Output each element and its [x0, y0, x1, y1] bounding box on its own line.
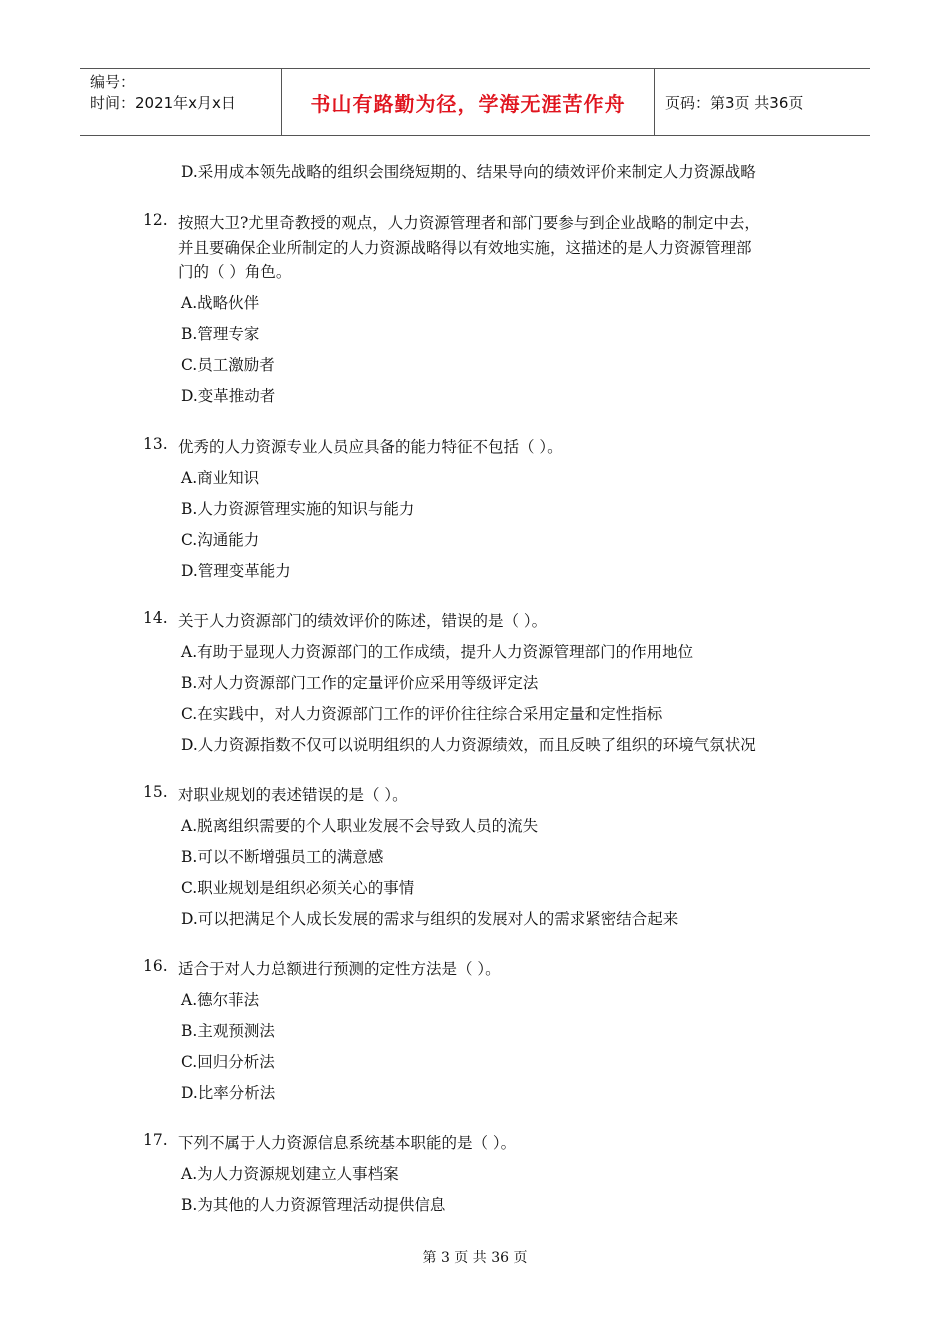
- time-label: 时间：2021年x月x日: [90, 94, 236, 112]
- question-number: 16.: [143, 957, 168, 975]
- question-stem: 关于人力资源部门的绩效评价的陈述，错误的是（ ）。: [178, 612, 548, 630]
- answer-option: B.人力资源管理实施的知识与能力: [181, 500, 415, 518]
- page-footer: [0, 1247, 950, 1267]
- answer-option: A.战略伙伴: [181, 294, 260, 312]
- question-stem: 适合于对人力总额进行预测的定性方法是（ ）。: [178, 960, 501, 978]
- answer-option: B.为其他的人力资源管理活动提供信息: [181, 1196, 446, 1214]
- answer-option: A.有助于显现人力资源部门的工作成绩，提升人力资源管理部门的作用地位: [181, 643, 694, 661]
- answer-option: A.德尔菲法: [181, 991, 260, 1009]
- answer-option: D.可以把满足个人成长发展的需求与组织的发展对人的需求紧密结合起来: [181, 910, 679, 928]
- answer-option: A.商业知识: [181, 469, 260, 487]
- question-number: 14.: [143, 609, 168, 627]
- answer-option: B.管理专家: [181, 325, 260, 343]
- answer-option: B.可以不断增强员工的满意感: [181, 848, 384, 866]
- answer-option: B.主观预测法: [181, 1022, 275, 1040]
- page-header: [80, 68, 870, 136]
- page-info-text: 页码：第3页 共36页: [665, 93, 804, 112]
- footer-text: 第 3 页 共 36 页: [422, 1250, 528, 1266]
- answer-option: A.脱离组织需要的个人职业发展不会导致人员的流失: [181, 817, 539, 835]
- answer-option: D.管理变革能力: [181, 562, 291, 580]
- answer-option: B.对人力资源部门工作的定量评价应采用等级评定法: [181, 674, 539, 692]
- answer-option: A.为人力资源规划建立人事档案: [181, 1165, 399, 1183]
- motto-text: 书山有路勤为径，学海无涯苦作舟: [310, 91, 626, 116]
- question-stem: 按照大卫?尤里奇教授的观点，人力资源管理者和部门要参与到企业战略的制定中去，: [178, 214, 760, 232]
- answer-option: C.在实践中，对人力资源部门工作的评价往往综合采用定量和定性指标: [181, 705, 663, 723]
- answer-option: C.回归分析法: [181, 1053, 275, 1071]
- answer-option: C.员工激励者: [181, 356, 275, 374]
- answer-option: C.沟通能力: [181, 531, 260, 549]
- answer-option: C.职业规划是组织必须关心的事情: [181, 879, 415, 897]
- question-number: 13.: [143, 435, 168, 453]
- answer-option: D.变革推动者: [181, 387, 276, 405]
- answer-option: D.比率分析法: [181, 1084, 276, 1102]
- question-stem: 对职业规划的表述错误的是（ ）。: [178, 786, 408, 804]
- header-meta: [80, 69, 282, 135]
- previous-option: D.采用成本领先战略的组织会围绕短期的、结果导向的绩效评价来制定人力资源战略: [181, 163, 756, 181]
- header-motto-cell: [282, 69, 655, 135]
- header-page-info: [655, 69, 870, 135]
- serial-label: 编号：: [90, 73, 136, 91]
- question-stem: 优秀的人力资源专业人员应具备的能力特征不包括（ ）。: [178, 438, 563, 456]
- question-number: 12.: [143, 211, 168, 229]
- question-stem: 并且要确保企业所制定的人力资源战略得以有效地实施，这描述的是人力资源管理部: [178, 238, 752, 257]
- question-number: 17.: [143, 1131, 168, 1149]
- question-stem: 下列不属于人力资源信息系统基本职能的是（ ）。: [178, 1134, 517, 1152]
- question-stem: 门的（ ）角色。: [178, 263, 292, 281]
- answer-option: D.人力资源指数不仅可以说明组织的人力资源绩效，而且反映了组织的环境气氛状况: [181, 736, 756, 754]
- question-number: 15.: [143, 783, 168, 801]
